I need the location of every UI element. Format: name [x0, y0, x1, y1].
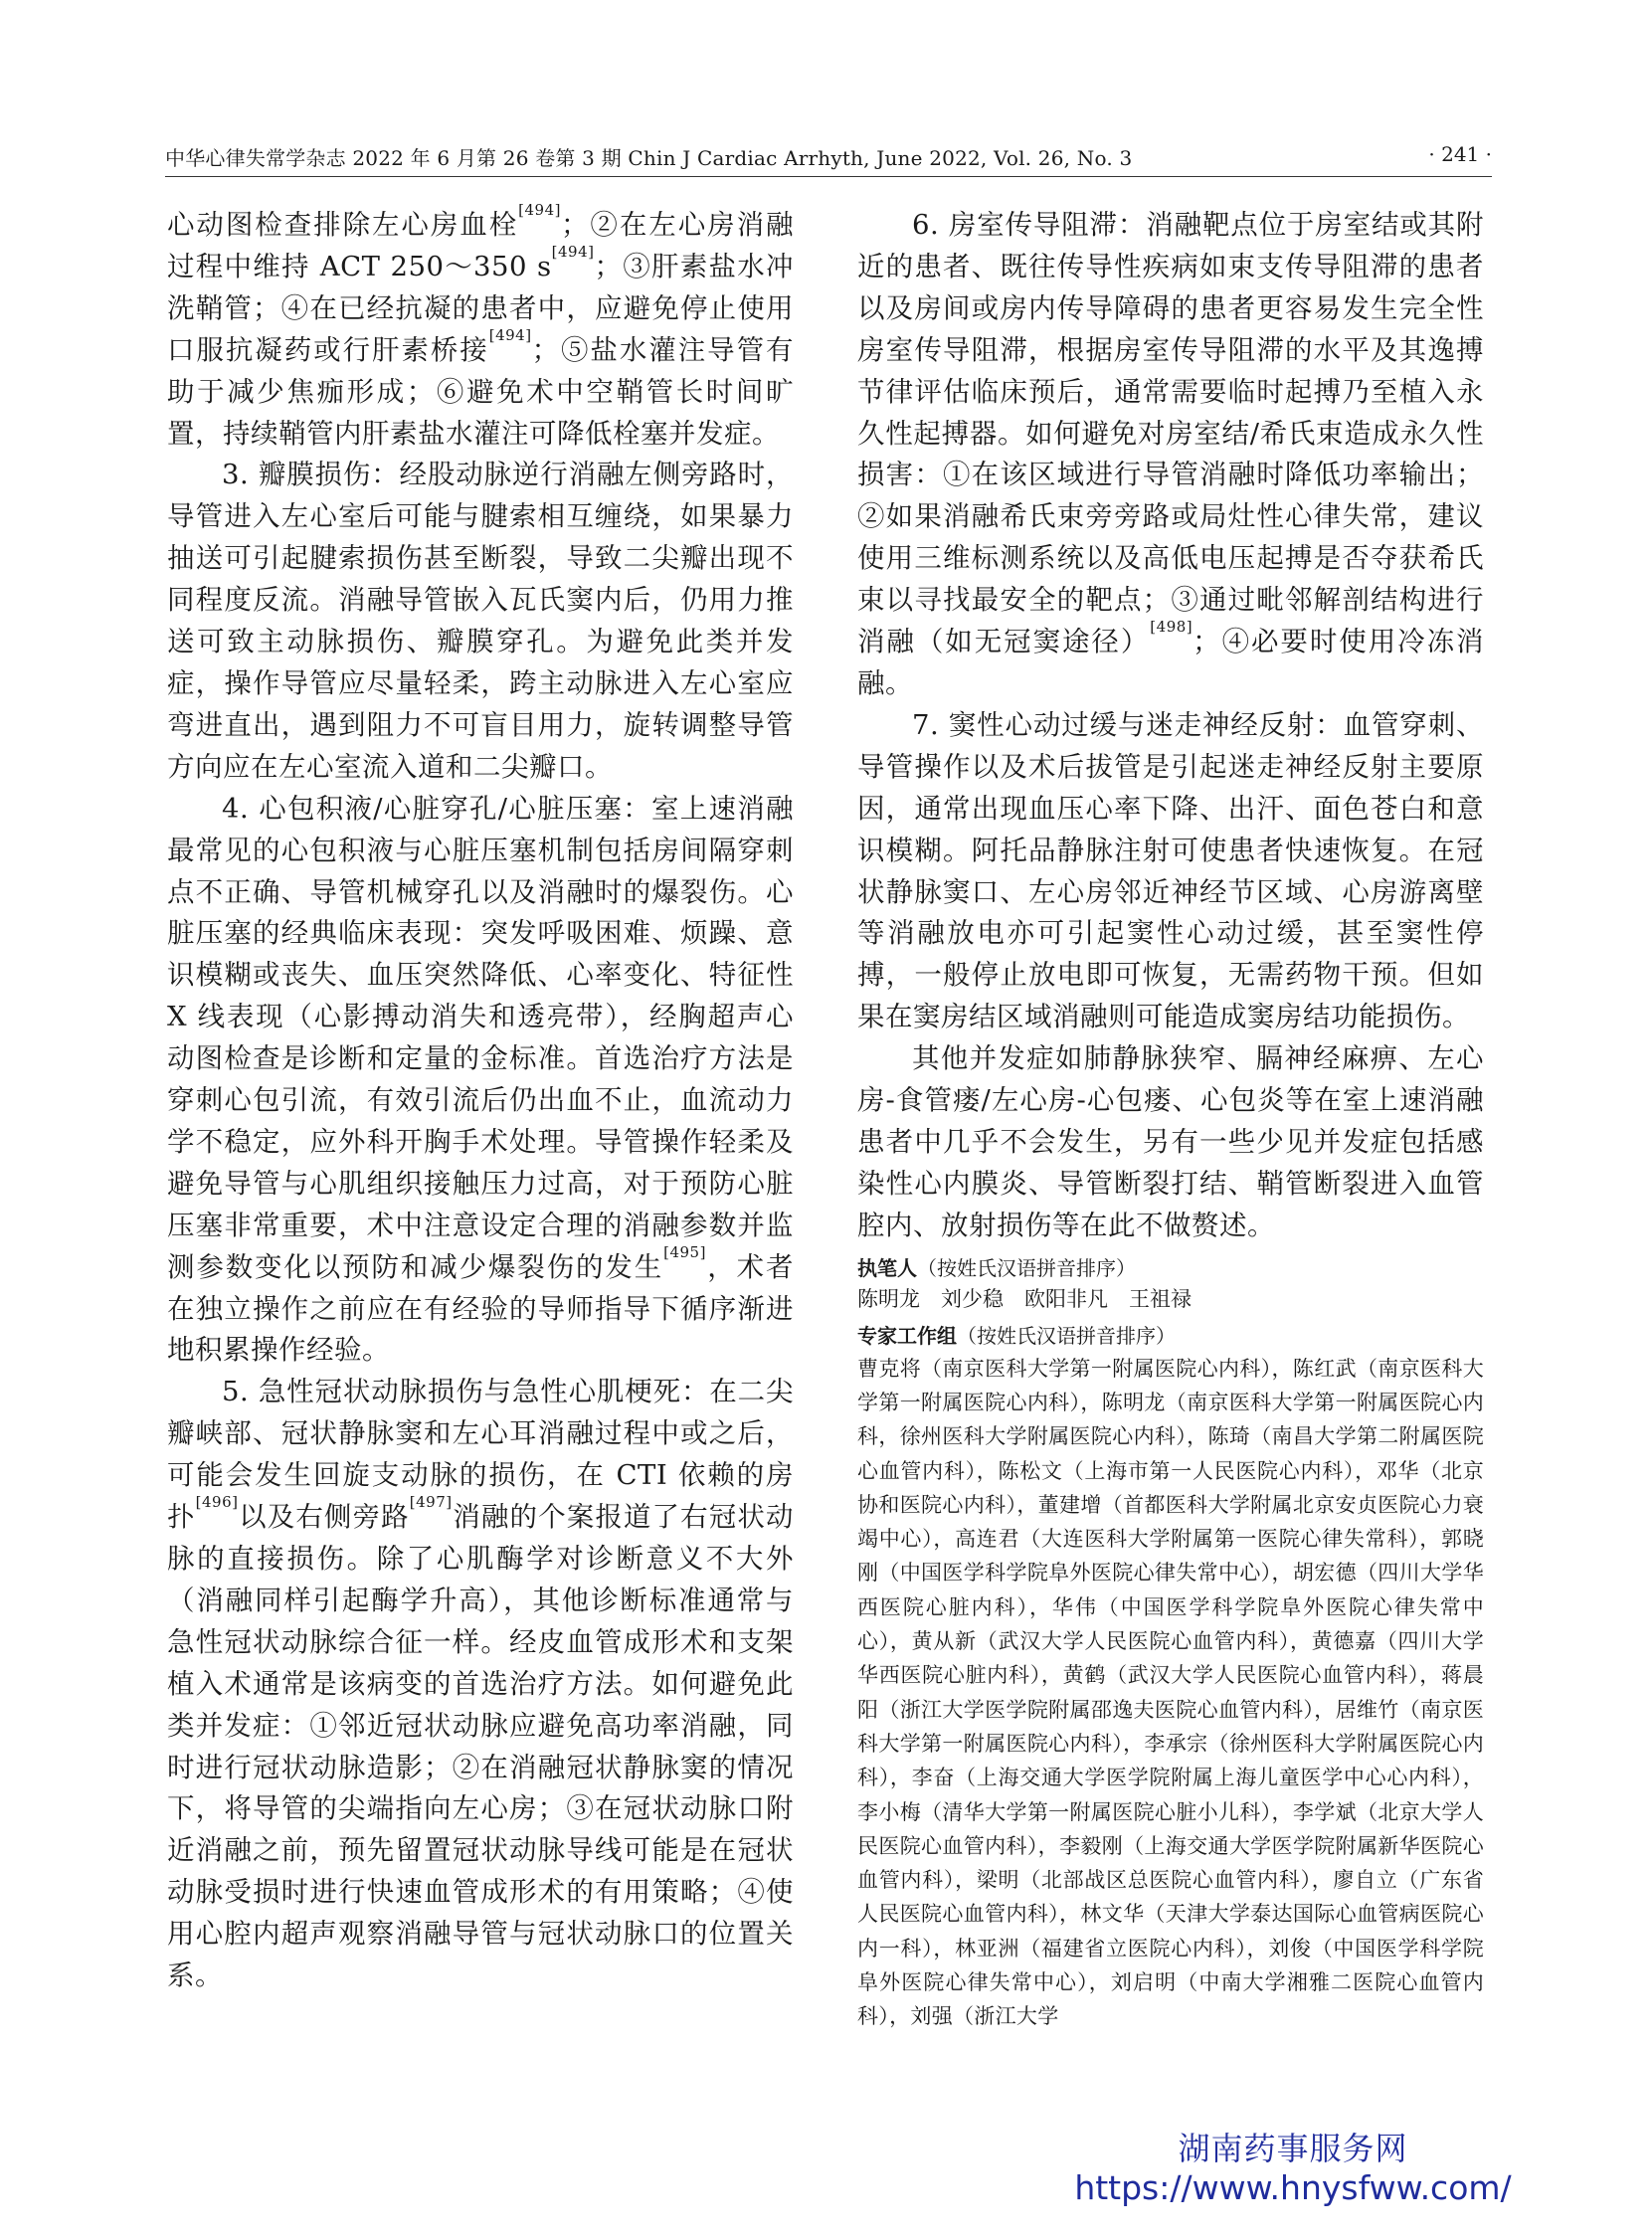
citation-ref: [494]: [488, 325, 532, 344]
citation-ref: [494]: [551, 242, 595, 261]
citation-ref: [497]: [409, 1493, 453, 1512]
experts-heading: [857, 1321, 1484, 1352]
citation-ref: [495]: [663, 1242, 706, 1261]
site-watermark: [995, 2129, 1591, 2208]
text-run: ；②在左心房消融过程中维持 ACT 250～350 s: [167, 209, 795, 282]
text-run: ，术者在独立操作之前应在有经验的导师指导下循序渐进地积累操作经验。: [167, 1250, 795, 1367]
text-run: 心动图检查排除左心房血栓: [167, 209, 519, 241]
experts-label: 专家工作组: [857, 1323, 957, 1348]
running-header: [165, 142, 1492, 172]
paragraph-vagal-reflex: 7. 窦性心动过缓与迷走神经反射：血管穿刺、导管操作以及术后拔管是引起迷走神经反射主要原因，通常出现血压心率下降、出汗、面色苍白和意识模糊。阿托品静脉注射可使患者快速恢复。在冠状静脉窦口、左心房邻近神经节区域、心房游离壁等消融放电亦可引起窦性心动过缓，甚至窦性停搏，一般停止放电即可恢复，无需药物干预。但如果在窦房结区域消融则可能造成窦房结功能损伤。: [857, 708, 1484, 1033]
experts-note: （按姓氏汉语拼音排序）: [957, 1323, 1176, 1348]
paragraph-pericardial-effusion: [167, 789, 794, 1373]
text-run: 4. 心包积液/心脏穿孔/心脏压塞：室上速消融最常见的心包积液与心脏压塞机制包括房间隔穿刺点不正确、导管机械穿孔以及消融时的爆裂伤。心脏压塞的经典临床表现：突发呼吸困难、烦躁、意识模糊或丧失、血压突然降低、心率变化、特征性 X 线表现（心影搏动消失和透亮带），经胸超声心动图检查是诊断和定量的金标准。首选治疗方法是穿刺心包引流，有效引流后仍出血不止，血流动力学不稳定，应外科开胸手术处理。导管操作轻柔及避免导管与心肌组织接触压力过高，对于预防心脏压塞非常重要，术中注意设定合理的消融参数并监测参数变化以预防和减少爆裂伤的发生: [167, 792, 794, 1283]
authors-label: 执笔人: [857, 1255, 917, 1280]
text-run: ；⑤盐水灌注导管有助于减少焦痂形成；⑥避免术中空鞘管长时间旷置，持续鞘管内肝素盐水灌注可降低栓塞并发症。: [167, 333, 795, 450]
watermark-url[interactable]: https://www.hnysfww.com/: [1074, 2168, 1512, 2207]
watermark-site-name: 湖南药事服务网: [1178, 2130, 1408, 2167]
paragraph-thrombus-prevention: [167, 201, 795, 455]
journal-citation: 中华心律失常学杂志 2022 年 6 月第 26 卷第 3 期 Chin J Cardiac Arrhyth, June 2022, Vol. 26, No. 3: [165, 146, 1133, 170]
citation-ref: [496]: [195, 1493, 239, 1512]
authors-note: （按姓氏汉语拼音排序）: [917, 1255, 1136, 1280]
paragraph-av-block: [857, 205, 1484, 705]
paragraph-valve-injury: 3. 瓣膜损伤：经股动脉逆行消融左侧旁路时，导管进入左心室后可能与腱索相互缠绕，如果暴力抽送可引起腱索损伤甚至断裂，导致二尖瓣出现不同程度反流。消融导管嵌入瓦氏窦内后，仍用力推送可致主动脉损伤、瓣膜穿孔。为避免此类并发症，操作导管应尽量轻柔，跨主动脉进入左心室应弯进直出，遇到阻力不可盲目用力，旋转调整导管方向应在左心室流入道和二尖瓣口。: [167, 459, 794, 783]
authors-list: 陈明龙 刘少稳 欧阳非凡 王祖禄: [857, 1286, 1192, 1311]
text-run: 消融的个案报道了右冠状动脉的直接损伤。除了心肌酶学对诊断意义不大外（消融同样引起酶学升高），其他诊断标准通常与急性冠状动脉综合征一样。经皮血管成形术和支架植入术通常是该病变的首选治疗方法。如何避免此类并发症：①邻近冠状动脉应避免高功率消融，同时进行冠状动脉造影；②在消融冠状静脉窦的情况下，将导管的尖端指向左心房；③在冠状动脉口附近消融之前，预先留置冠状动脉导线可能是在冠状动脉受损时进行快速血管成形术的有用策略；④使用心腔内超声观察消融导管与冠状动脉口的位置关系。: [167, 1501, 795, 1992]
experts-list: 曹克将（南京医科大学第一附属医院心内科），陈红武（南京医科大学第一附属医院心内科），陈明龙（南京医科大学第一附属医院心内科，徐州医科大学附属医院心内科），陈琦（南昌大学第二附属医院心血管内科），陈松文（上海市第一人民医院心内科），邓华（北京协和医院心内科），董建增（首都医科大学附属北京安贞医院心力衰竭中心），高连君（大连医科大学附属第一医院心律失常科），郭晓刚（中国医学科学院阜外医院心律失常中心），胡宏德（四川大学华西医院心脏内科），华伟（中国医学科学院阜外医院心律失常中心），黄从新（武汉大学人民医院心血管内科），黄德嘉（四川大学华西医院心脏内科），黄鹤（武汉大学人民医院心血管内科），蒋晨阳（浙江大学医学院附属邵逸夫医院心血管内科），居维竹（南京医科大学第一附属医院心内科），李承宗（徐州医科大学附属医院心内科），李奋（上海交通大学医学院附属上海儿童医学中心心内科），李小梅（清华大学第一附属医院心脏小儿科），李学斌（北京大学人民医院心血管内科），李毅刚（上海交通大学医学院附属新华医院心血管内科），梁明（北部战区总医院心血管内科），廖自立（广东省人民医院心血管内科），林文华（天津大学泰达国际心血管病医院心内一科），林亚洲（福建省立医院心内科），刘俊（中国医学科学院阜外医院心律失常中心），刘启明（中南大学湘雅二医院心血管内科），刘强（浙江大学: [857, 1356, 1484, 2029]
text-run: ；③肝素盐水冲洗鞘管；④在已经抗凝的患者中，应避免停止使用口服抗凝药或行肝素桥接: [167, 250, 795, 366]
text-run: ；④必要时使用冷冻消融。: [857, 626, 1485, 699]
citation-ref: [494]: [518, 201, 561, 219]
right-column: [857, 205, 1484, 2034]
text-run: 6. 房室传导阻滞：消融靶点位于房室结或其附近的患者、既往传导性疾病如束支传导阻滞的患者以及房间或房内传导障碍的患者更容易发生完全性房室传导阻滞，根据房室传导阻滞的水平及其逸搏节律评估临床预后，通常需要临时起搏乃至植入永久性起搏器。如何避免对房室结/希氏束造成永久性损害：①在该区域进行导管消融时降低功率输出；②如果消融希氏束旁旁路或局灶性心律失常，建议使用三维标测系统以及高低电压起搏是否夺获希氏束以寻找最安全的靶点；③通过毗邻解剖结构进行消融（如无冠窦途径）: [857, 209, 1484, 658]
left-column: [167, 201, 795, 1997]
header-rule: [165, 176, 1492, 177]
page-number: · 241 ·: [1428, 142, 1492, 166]
text-run: 以及右侧旁路: [238, 1501, 410, 1534]
authors-heading: [857, 1253, 1484, 1284]
paragraph-other-complications: 其他并发症如肺静脉狭窄、膈神经麻痹、左心房-食管瘘/左心房-心包瘘、心包炎等在室上速消融患者中几乎不会发生，另有一些少见并发症包括感染性心内膜炎、导管断裂打结、鞘管断裂进入血管腔内、放射损伤等在此不做赘述。: [857, 1042, 1484, 1241]
citation-ref: [498]: [1150, 618, 1193, 637]
paragraph-coronary-injury: [167, 1372, 794, 1997]
text-run: 5. 急性冠状动脉损伤与急性心肌梗死：在二尖瓣峡部、冠状静脉窦和左心耳消融过程中或之后，可能会发生回旋支动脉的损伤，在 CTI 依赖的房扑: [167, 1376, 794, 1534]
